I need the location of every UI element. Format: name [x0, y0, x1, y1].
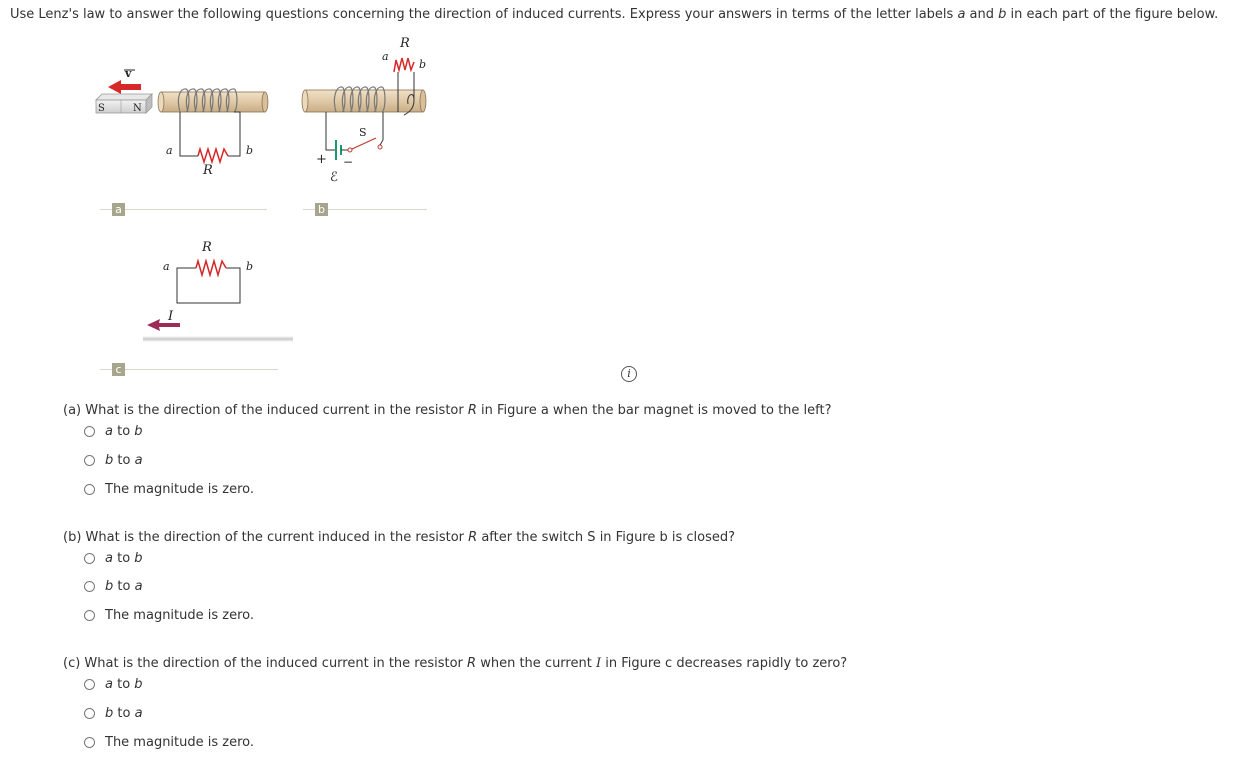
separator [100, 209, 112, 210]
separator [100, 369, 112, 370]
radio-button[interactable] [84, 737, 95, 748]
label-I: I [168, 309, 174, 324]
svg-text:N: N [133, 103, 142, 114]
figure-label-a: a [112, 203, 125, 216]
straight-wire [143, 336, 293, 342]
figure-label-b: b [315, 203, 328, 216]
resistor-b-icon [394, 58, 414, 72]
option-zero[interactable]: The magnitude is zero. [84, 735, 254, 750]
figure-label-c: c [112, 363, 125, 376]
separator [125, 209, 267, 210]
switch-icon [352, 138, 376, 149]
question-c: (c) What is the direction of the induced current in the resistor R when the current I in Figure c decreases rapidly to zero? [63, 656, 848, 671]
question-b: (b) What is the direction of the current induced in the resistor R after the switch S in Figure b is closed? [63, 530, 736, 545]
lenz-figure [0, 0, 640, 385]
svg-text:S: S [98, 103, 105, 114]
instructions-text: Use Lenz's law to answer the following questions concerning the direction of induced currents. Express your answers in terms of the letter labels a and b in each part of the figure below. [10, 7, 1219, 22]
velocity-arrow-icon [108, 80, 141, 94]
option-a-to-b[interactable]: a to b [84, 551, 143, 566]
figure-b [302, 36, 426, 185]
label-b: b [246, 144, 254, 157]
velocity-label: v [125, 67, 132, 80]
separator [303, 209, 315, 210]
option-zero[interactable]: The magnitude is zero. [84, 482, 254, 497]
switch-label: S [359, 126, 367, 139]
radio-button[interactable] [84, 679, 95, 690]
label-R-b: R [400, 36, 410, 51]
option-b-to-a[interactable]: b to a [84, 706, 143, 721]
label-b-b: b [419, 58, 427, 71]
separator [125, 369, 278, 370]
radio-button[interactable] [84, 484, 95, 495]
radio-button[interactable] [84, 553, 95, 564]
label-a-b: a [382, 50, 389, 63]
bar-magnet [96, 94, 152, 114]
radio-button[interactable] [84, 455, 95, 466]
resistor-a-icon [198, 149, 228, 162]
separator [328, 209, 427, 210]
current-arrow-icon [147, 319, 180, 331]
figure-a [96, 67, 268, 178]
label-b-c: b [246, 260, 254, 273]
option-a-to-b[interactable]: a to b [84, 424, 143, 439]
label-a-c: a [163, 260, 170, 273]
label-R-c: R [202, 240, 212, 255]
option-zero[interactable]: The magnitude is zero. [84, 608, 254, 623]
emf-label: ℰ [330, 170, 338, 185]
label-a: a [166, 144, 173, 157]
plus-sign: + [316, 152, 327, 167]
option-a-to-b[interactable]: a to b [84, 677, 143, 692]
radio-button[interactable] [84, 426, 95, 437]
minus-sign: − [343, 155, 354, 169]
question-a: (a) What is the direction of the induced current in the resistor R in Figure a when the bar magnet is moved to the left? [63, 403, 832, 418]
figure-c [143, 240, 293, 342]
radio-button[interactable] [84, 610, 95, 621]
info-icon[interactable]: i [621, 366, 637, 382]
option-b-to-a[interactable]: b to a [84, 579, 143, 594]
label-R: R [203, 163, 213, 178]
option-b-to-a[interactable]: b to a [84, 453, 143, 468]
coil-core-b [305, 90, 423, 112]
radio-button[interactable] [84, 581, 95, 592]
radio-button[interactable] [84, 708, 95, 719]
